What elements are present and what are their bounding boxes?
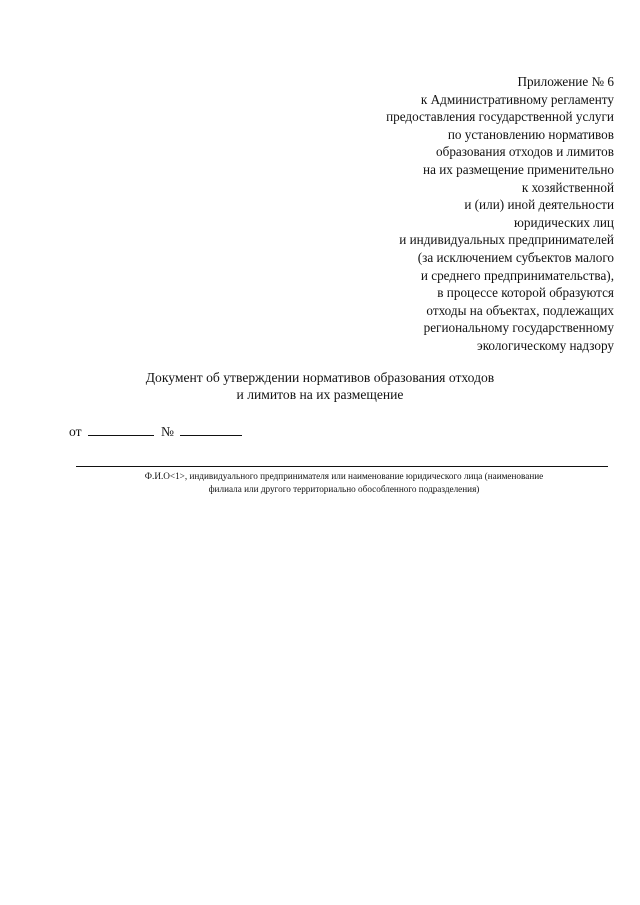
entity-name-rule [76,466,608,467]
date-number-line [69,423,242,440]
appendix-line: и индивидуальных предпринимателей [399,232,614,248]
document-title-line-2: и лимитов на их размещение [236,387,404,402]
appendix-line: предоставления государственной услуги [386,109,614,125]
appendix-line: отходы на объектах, подлежащих [426,302,614,318]
appendix-line: и (или) иной деятельности [464,197,614,213]
appendix-line: на их размещение применительно [423,161,614,177]
number-blank-field[interactable] [180,424,242,436]
caption-line-1: Ф.И.О<1>, индивидуального предпринимателя или наименование юридического лица (наименование [144,471,544,481]
appendix-line: (за исключением субъектов малого [417,249,614,265]
document-title-line-1: Документ об утверждении нормативов образования отходов [145,370,495,385]
appendix-line: региональному государственному [423,320,614,336]
appendix-line: и среднего предпринимательства), [420,267,614,283]
date-blank-field[interactable] [88,424,154,436]
entity-name-caption [66,470,622,495]
number-label: № [160,424,174,439]
appendix-line: юридических лиц [514,214,614,230]
caption-line-2: филиала или другого территориально обособленного подразделения) [208,483,480,494]
appendix-line: к Административному регламенту [420,91,614,107]
document-title [60,369,580,403]
appendix-line: в процессе которой образуются [437,285,614,301]
appendix-line: по установлению нормативов [447,126,614,142]
appendix-line: экологическому надзору [477,337,614,353]
appendix-header [284,73,614,355]
from-label: от [69,424,82,439]
appendix-line: к хозяйственной [521,179,614,195]
appendix-line: Приложение № 6 [517,74,614,89]
appendix-line: образования отходов и лимитов [436,144,614,160]
